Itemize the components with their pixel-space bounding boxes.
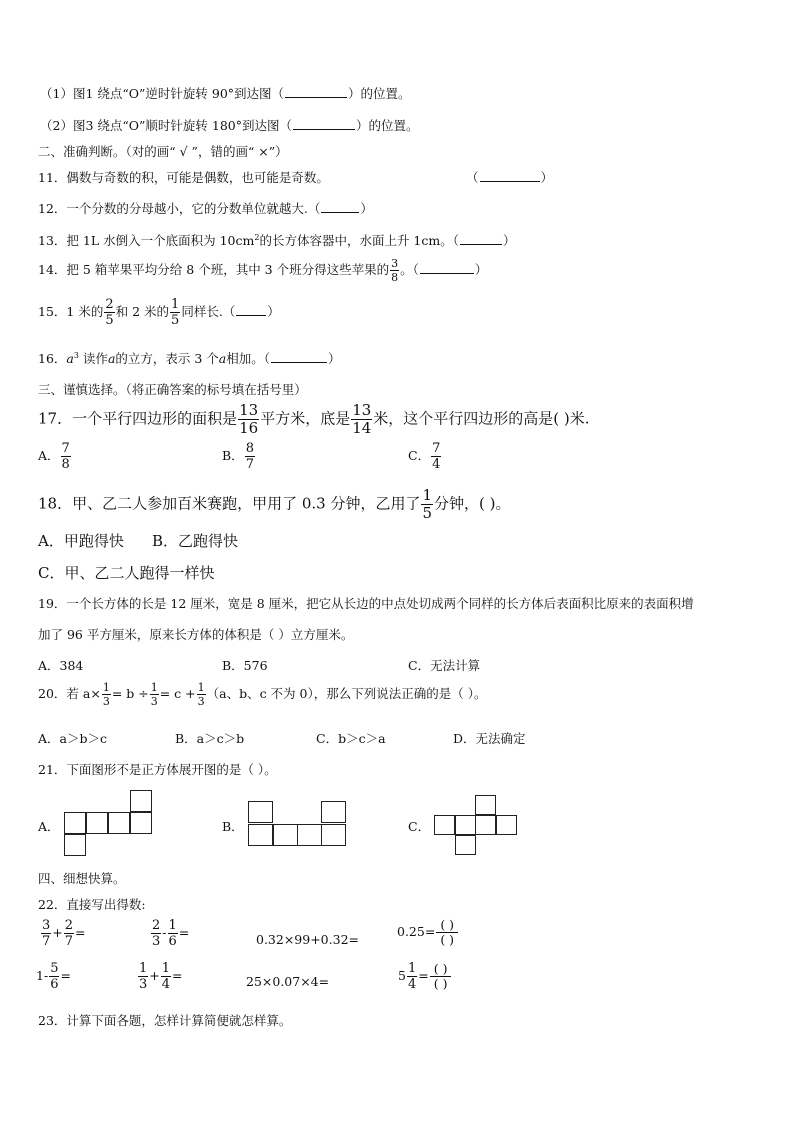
q21-option-a[interactable]: A． xyxy=(38,819,60,834)
fraction: $\frac{1}{3}$ xyxy=(150,681,158,708)
q13: 13．把 1L 水倒入一个底面积为 $10cm^2$的长方体容器中，水面上升 1cm。（ ） xyxy=(38,232,516,248)
answer-blank[interactable] xyxy=(293,118,355,130)
q18-option-a[interactable]: A．甲跑得快 xyxy=(38,532,124,550)
q11: 11．偶数与奇数的积，可能是偶数，也可能是奇数。 xyxy=(38,170,329,185)
q14: 14．把 5 箱苹果平均分给 8 个班，其中 3 个班分得这些苹果的 $\frac{3}{8}$ 。（ ） xyxy=(38,257,488,284)
q18-option-c[interactable]: C．甲、乙二人跑得一样快 xyxy=(38,564,215,582)
fraction: $\frac{1}{3}$ xyxy=(102,681,110,708)
answer-blank[interactable] xyxy=(236,304,266,316)
cube-net-a xyxy=(64,790,154,858)
section2-title: 二、准确判断。（对的画“ √ ”，错的画“ ×”） xyxy=(38,144,288,159)
q22-title: 22．直接写出得数: xyxy=(38,897,146,912)
q19-line1: 19．一个长方体的长是 12 厘米，宽是 8 厘米，把它从长边的中点处切成两个同样的长方体后表面积比原来的表面积增 xyxy=(38,596,694,611)
q15: 15．1 米的 $\frac{2}{5}$ 和 2 米的 $\frac{1}{5}$ 同样长.（ ） xyxy=(38,297,280,328)
calc-8: 5 $\frac{1}{4}$ = $\frac{( )}{( )}$ xyxy=(398,962,452,991)
q10-line1: （1）图1 绕点“O”逆时针旋转 90°到达图（ ）的位置。 xyxy=(40,86,411,101)
fraction: $\frac{( )}{( )}$ xyxy=(436,919,458,946)
fraction: $\frac{1}{4}$ xyxy=(407,961,417,992)
fraction: $\frac{5}{6}$ xyxy=(50,961,59,992)
q17-option-a[interactable]: A． $\frac{7}{8}$ xyxy=(38,441,70,472)
cube-net-c xyxy=(434,795,518,855)
q16: 16．$a^3$ 读作a的立方，表示 3 个a相加。（ ） xyxy=(38,350,341,366)
q11-answer: （ ） xyxy=(466,170,554,185)
calc-5: 1- $\frac{5}{6}$ = xyxy=(36,961,71,992)
fraction: $\frac{( )}{( )}$ xyxy=(430,963,452,990)
q10-line2: （2）图3 绕点“O”顺时针旋转 180°到达图（ ）的位置。 xyxy=(40,118,419,133)
q20: 20．若 a× $\frac{1}{3}$ = b ÷ $\frac{1}{3}$ = c + $\frac{1}{3}$ （a、b、c 不为 0），那么下列说法正确的是（ ）。 xyxy=(38,681,487,708)
q23: 23．计算下面各题，怎样计算简便就怎样算。 xyxy=(38,1013,292,1028)
cube-net-b xyxy=(248,801,348,847)
calc-4: 0.25= $\frac{( )}{( )}$ xyxy=(397,919,459,946)
q20-option-c[interactable]: C．b＞c＞a xyxy=(316,731,386,746)
fraction: $\frac{1}{6}$ xyxy=(168,918,177,949)
fraction: $\frac{1}{3}$ xyxy=(139,961,148,992)
q17: 17．一个平行四边形的面积是 $\frac{13}{16}$ 平方米，底是 $\frac{13}{14}$ 米，这个平行四边形的高是( )米. xyxy=(38,401,590,437)
q17-option-b[interactable]: B． $\frac{8}{7}$ xyxy=(222,441,254,472)
fraction: $\frac{1}{5}$ xyxy=(171,297,180,328)
q19-line2: 加了 96 平方厘米，原来长方体的体积是（ ）立方厘米。 xyxy=(38,627,354,642)
section3-title: 三、谨慎选择。（将正确答案的标号填在括号里） xyxy=(38,382,307,397)
section4-title: 四、细想快算。 xyxy=(38,871,126,886)
fraction: $\frac{2}{3}$ xyxy=(152,918,161,949)
fraction: $\frac{3}{7}$ xyxy=(42,918,51,949)
q20-option-a[interactable]: A．a＞b＞c xyxy=(38,731,107,746)
answer-blank[interactable] xyxy=(480,170,540,182)
q21-option-b[interactable]: B． xyxy=(222,819,244,834)
calc-6: $\frac{1}{3}$ + $\frac{1}{4}$ = xyxy=(139,961,183,992)
fraction: $\frac{7}{8}$ xyxy=(61,441,70,472)
answer-blank[interactable] xyxy=(285,86,347,98)
answer-blank[interactable] xyxy=(271,351,327,363)
calc-1: $\frac{3}{7}$ + $\frac{2}{7}$ = xyxy=(42,918,86,949)
q18-option-b[interactable]: B．乙跑得快 xyxy=(152,532,239,550)
fraction: $\frac{1}{5}$ xyxy=(422,486,433,522)
answer-blank[interactable] xyxy=(420,262,474,274)
calc-7: 25×0.07×4= xyxy=(246,974,330,989)
q20-option-d[interactable]: D．无法确定 xyxy=(453,731,526,746)
answer-blank[interactable] xyxy=(460,233,502,245)
fraction: $\frac{3}{8}$ xyxy=(391,257,399,284)
q12: 12．一个分数的分母越小，它的分数单位就越大.（ ） xyxy=(38,201,373,216)
q19-option-a[interactable]: A．384 xyxy=(38,658,84,673)
fraction: $\frac{13}{16}$ xyxy=(239,401,259,437)
calc-2: $\frac{2}{3}$ - $\frac{1}{6}$ = xyxy=(152,918,190,949)
q18: 18．甲、乙二人参加百米赛跑，甲用了 0.3 分钟，乙用了 $\frac{1}{5}$ 分钟，( )。 xyxy=(38,486,511,522)
fraction: $\frac{1}{3}$ xyxy=(197,681,205,708)
q21-option-c[interactable]: C． xyxy=(408,819,431,834)
fraction: $\frac{8}{7}$ xyxy=(245,441,254,472)
q17-option-c[interactable]: C． $\frac{7}{4}$ xyxy=(408,441,441,472)
q21: 21．下面图形不是正方体展开图的是（ ）。 xyxy=(38,762,277,777)
fraction: $\frac{2}{5}$ xyxy=(105,297,114,328)
answer-blank[interactable] xyxy=(321,201,359,213)
q20-option-b[interactable]: B．a＞c＞b xyxy=(175,731,245,746)
fraction: $\frac{1}{4}$ xyxy=(161,961,171,992)
fraction: $\frac{2}{7}$ xyxy=(64,918,74,949)
q19-option-c[interactable]: C．无法计算 xyxy=(408,658,481,673)
calc-3: 0.32×99+0.32= xyxy=(256,932,359,947)
fraction: $\frac{7}{4}$ xyxy=(432,441,441,472)
fraction: $\frac{13}{14}$ xyxy=(352,401,372,437)
q19-option-b[interactable]: B．576 xyxy=(222,658,268,673)
